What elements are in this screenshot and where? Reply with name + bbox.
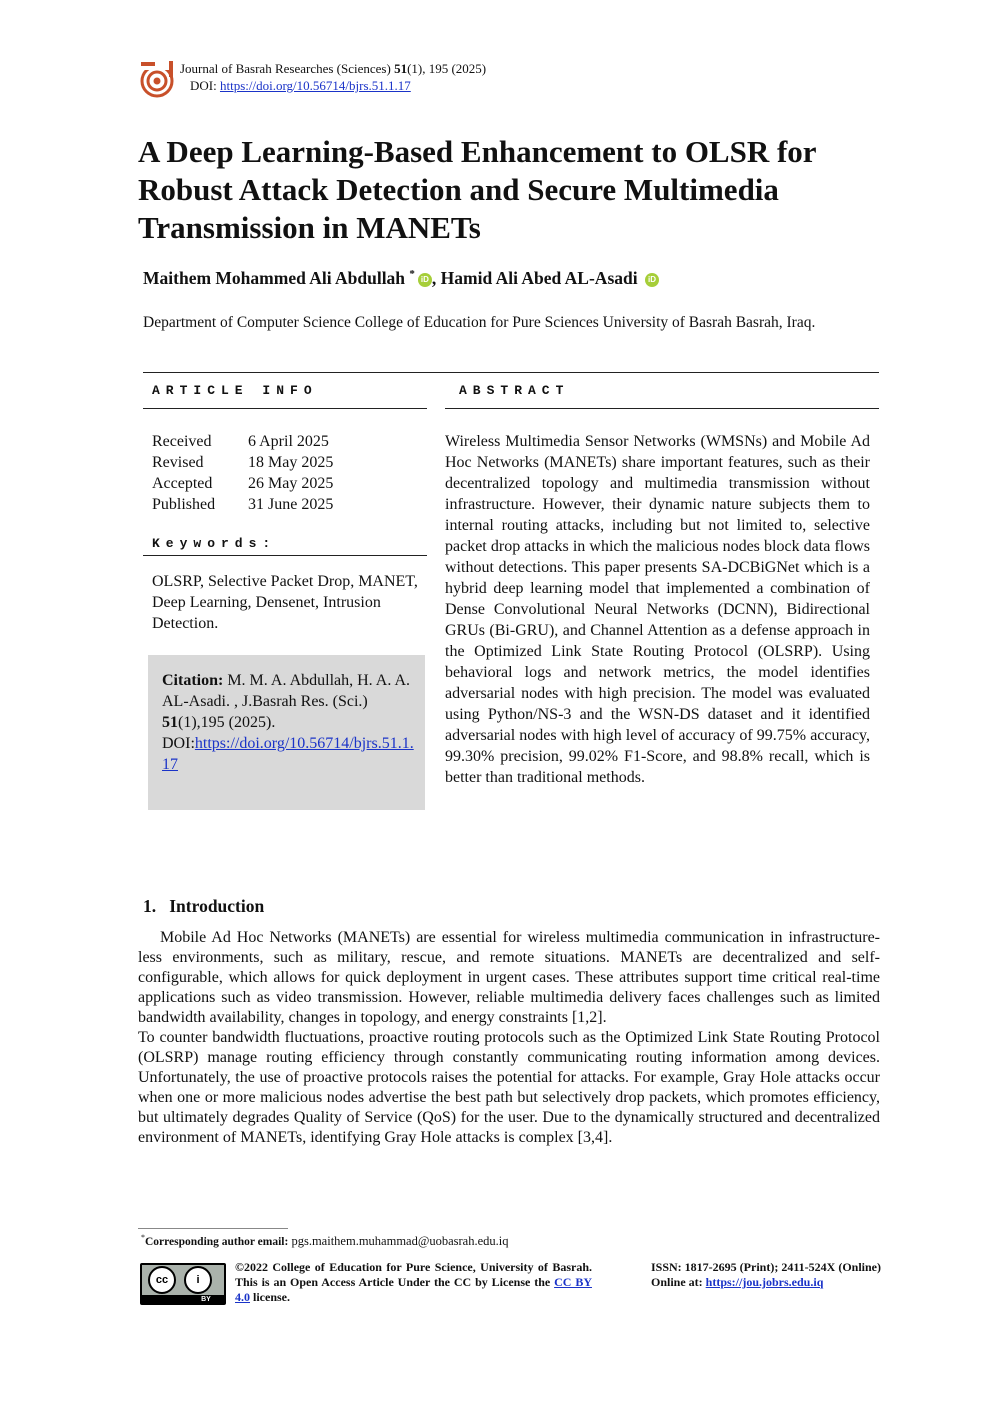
footnote-divider [138, 1228, 288, 1229]
license-link[interactable]: CC BY 4.0 [235, 1275, 592, 1304]
license-statement [235, 1260, 592, 1305]
article-dates [152, 431, 333, 515]
author-2: Hamid Ali Abed AL-Asadi [440, 268, 638, 288]
section-title: Introduction [169, 896, 265, 916]
citation-label: Citation: [162, 672, 224, 689]
divider-keywords [143, 555, 427, 556]
date-value: 6 April 2025 [248, 433, 329, 450]
intro-paragraph-1: Mobile Ad Hoc Networks (MANETs) are essential for wireless multimedia communication in infrastructure-less environments, such as military, rescue, and remote situations. MANETs are decentralized and self-configurable, which allows for quick deployment in urgent cases. These attributes support time critical real-time applications such as video transmission. However, reliable multimedia delivery faces challenges such as limited bandwidth availability, changes in topology, and energy constraints [1,2]. [138, 929, 880, 1026]
corresponding-mark: * [409, 268, 415, 280]
doi-line [190, 78, 411, 94]
journal-volume: 51 [394, 61, 408, 76]
corr-label: Corresponding author email: [145, 1236, 289, 1249]
divider-abstract [445, 408, 879, 409]
date-value: 18 May 2025 [248, 454, 334, 471]
date-row [152, 431, 333, 452]
divider-top [143, 372, 879, 373]
cc-badge-field [142, 1265, 224, 1295]
abstract-text: Wireless Multimedia Sensor Networks (WMSNs) and Mobile Ad Hoc Networks (MANETs) share important features, such as their decentralized topology and multimedia transmission without infrastructure. However, their dynamic nature subjects them to internal routing attacks, including but not limited to, selective packet drop attacks in which the malicious nodes block data flows without detections. This paper presents SA-DCBiGNet which is a hybrid deep learning model that implemented a combination of Dense Convolutional Neural Networks (DCNN), Bidirectional GRUs (Bi-GRU), and Channel Attention as a defense approach in the Optimized Link State Routing Protocol (OLSRP). Using behavioral logs and network metrics, the model identifies adversarial nodes with high precision. The model was evaluated using Python/NS-3 and the WSN-DS dataset and it identified adversarial nodes with high level of accuracy of 99.75% accuracy, 99.30% precision, 99.02% F1-Score, and 98.8% recall, which is better than traditional methods. [445, 433, 870, 786]
intro-paragraph-2: To counter bandwidth fluctuations, proactive routing protocols such as the Optimized Link State Routing Protocol (OLSRP) manage routing efficiency through constantly communicating routing information among devices. Unfortunately, the use of proactive protocols raises the potential for attacks. For example, Gray Hole attacks occur when one or more malicious nodes advertise the best path but selectively drop packets, which promotes efficiency, but ultimately degrades Quality of Service (QoS) for the user. Due to the dynamically structured and decentralized environment of MANETs, identifying Gray Hole attacks is complex [3,4]. [138, 1029, 880, 1146]
license-text: ©2022 College of Education for Pure Science, University of Basrah. This is an Open Access Article Under the CC by License the [235, 1260, 592, 1289]
journal-logo-icon [138, 60, 176, 98]
corr-email: pgs.maithem.muhammad@uobasrah.edu.iq [291, 1234, 509, 1249]
abstract-heading: ABSTRACT [459, 383, 570, 398]
date-label: Published [152, 496, 216, 513]
author-list [143, 268, 659, 289]
journal-issue: (1), 195 (2025) [407, 61, 487, 76]
orcid-icon[interactable]: iD [418, 273, 432, 287]
cc-by-license-icon[interactable] [140, 1263, 226, 1305]
attribution-icon: i [184, 1266, 212, 1294]
date-label: Revised [152, 454, 204, 471]
online-line [651, 1275, 881, 1290]
keywords-heading: Keywords: [152, 536, 277, 551]
citation-text [162, 670, 414, 775]
corr-mark: * [141, 1233, 145, 1242]
affiliation: Department of Computer Science College of Education for Pure Sciences University of Basrah Basrah, Iraq. [143, 314, 816, 331]
journal-citation-line [180, 61, 486, 77]
divider-info [143, 408, 427, 409]
author-1: Maithem Mohammed Ali Abdullah [143, 268, 406, 288]
citation-authors: M. M. A. Abdullah, H. A. A. AL-Asadi. , J.Basrah Res. (Sci.) [162, 672, 411, 710]
keywords: OLSRP, Selective Packet Drop, MANET, Deep Learning, Densenet, Intrusion Detection. [152, 573, 418, 632]
date-row [152, 473, 333, 494]
introduction-body [138, 928, 880, 1148]
journal-name: Journal of Basrah Researches (Sciences) [180, 61, 391, 76]
article-info-heading: ARTICLE INFO [152, 383, 318, 398]
issn-block [651, 1260, 881, 1290]
issn-text: ISSN: 1817-2695 (Print); 2411-524X (Online) [651, 1260, 881, 1274]
date-row [152, 494, 333, 515]
corresponding-author [141, 1233, 509, 1249]
cc-icon: cc [148, 1266, 176, 1294]
section-heading [143, 896, 264, 917]
author-separator: , [431, 268, 437, 288]
date-label: Received [152, 433, 212, 450]
doi-link[interactable]: https://doi.org/10.56714/bjrs.51.1.17 [219, 78, 411, 93]
journal-website-link[interactable]: https://jou.jobrs.edu.iq [705, 1275, 824, 1289]
citation-volume: 51 [162, 714, 178, 731]
doi-label: DOI: [190, 78, 217, 93]
date-value: 26 May 2025 [248, 475, 334, 492]
orcid-icon[interactable]: iD [645, 273, 659, 287]
date-value: 31 June 2025 [248, 496, 334, 513]
paper-title: A Deep Learning-Based Enhancement to OLSR for Robust Attack Detection and Secure Multimedia Transmission in MANETs [138, 134, 817, 245]
section-number: 1. [143, 896, 157, 916]
citation-doi-link[interactable]: https://doi.org/10.56714/bjrs.51.1.17 [162, 735, 414, 773]
online-label: Online at: [651, 1275, 703, 1289]
citation-rest: (1),195 (2025). [178, 714, 276, 731]
date-row [152, 452, 333, 473]
citation-box [148, 655, 425, 810]
date-label: Accepted [152, 475, 213, 492]
license-end: license. [253, 1290, 290, 1304]
cc-by-text: BY [201, 1296, 211, 1303]
citation-doi-label: DOI: [162, 735, 195, 752]
